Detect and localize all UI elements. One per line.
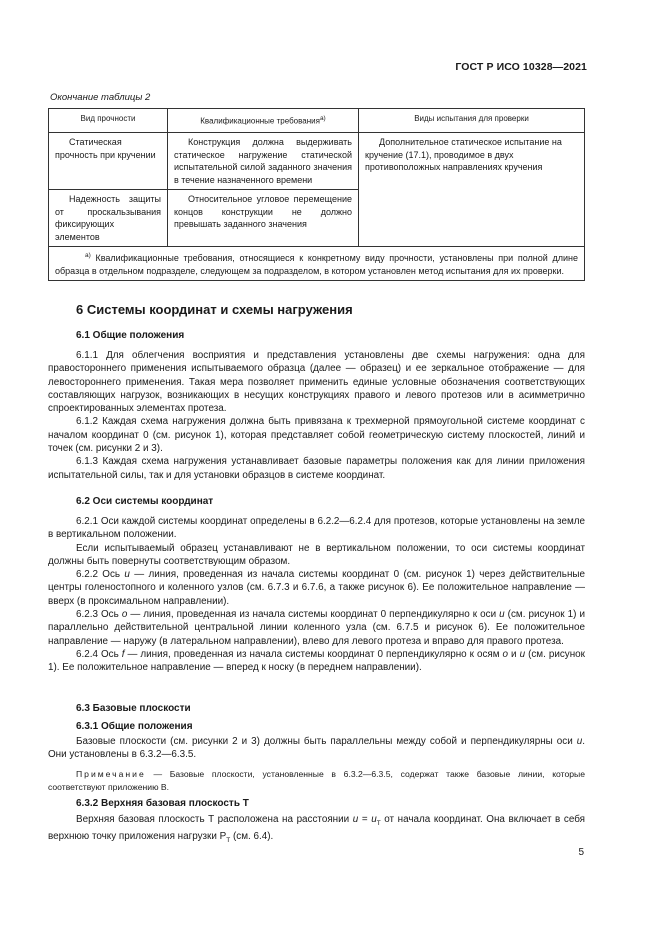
table-footnote xyxy=(49,247,585,281)
table-row xyxy=(49,133,585,190)
subsection-title: 6.3.1 Общие положения xyxy=(76,721,193,732)
text: от начала координат. Она включает в себя верхнюю точку приложения нагрузки P xyxy=(48,814,585,843)
text: и xyxy=(508,648,520,660)
section-6-3-2-text xyxy=(48,813,585,848)
column-header-text: Квалификационные требования xyxy=(200,116,320,126)
table-cell: Относительное угловое перемещение концов конструкции не должно превышать заданного значения xyxy=(168,190,359,247)
note-paragraph xyxy=(48,768,585,793)
section-6-1-text xyxy=(48,349,585,482)
paragraph: 6.1.3 Каждая схема нагружения устанавливает базовые параметры положения как для линии приложения испытательной силы, так и для установки образцов в системе координат. xyxy=(48,456,585,481)
table-footnote-row xyxy=(49,247,585,281)
text: = xyxy=(358,814,372,825)
table-caption: Окончание таблицы 2 xyxy=(50,92,151,103)
column-header xyxy=(168,109,359,133)
paragraph xyxy=(48,608,585,648)
text: (см. 6.4). xyxy=(230,831,274,843)
subscript: T xyxy=(226,837,231,845)
table-header-row xyxy=(49,109,585,133)
axis-symbol: u xyxy=(124,569,130,581)
subsection-title: 6.3 Базовые плоскости xyxy=(76,703,191,714)
paragraph: 6.1.1 Для облегчения восприятия и представления установлены две схемы нагружения: одна для правостороннего применения испытываемого образца (далее — образец) и ее зеркальное отображение — для левостороннего применения. Такая мера позволяет применить единые условные обозначения соответствующих составляющих нагрузок, возникающих в несущих конструкциях правого и левого протезов или в асимметрично спроектированных элементах протеза. xyxy=(48,350,585,415)
axis-symbol: o xyxy=(502,648,509,660)
paragraph: 6.1.2 Каждая схема нагружения должна быть привязана к трехмерной прямоугольной системе координат с началом координат 0 (см. рисунок 1), которая представляет собой геометрическую систему плоскостей, линий и точек (см. рисунки 2 и 3). xyxy=(48,416,585,455)
requirements-table xyxy=(48,108,585,281)
text: — линия, проведенная из начала системы координат 0 перпендикулярно к оси xyxy=(127,609,500,621)
axis-symbol: u xyxy=(499,609,505,621)
text: 6.2.3 Ось xyxy=(76,609,122,621)
paragraph xyxy=(48,813,585,848)
text: 6.2.4 Ось xyxy=(76,648,122,660)
axis-symbol: o xyxy=(121,609,128,621)
text: (см. рисунок 1) и параллельно действительной центральной линии коленного узла (см. 6.7.5 и рисунок 6). Ее положительное направление — наружу (в латеральном направлении), влево для левого протеза и вправо для правого протеза. xyxy=(48,609,585,647)
column-header: Вид прочности xyxy=(49,109,168,133)
paragraph xyxy=(48,735,585,762)
section-6-3-1-text xyxy=(48,735,585,762)
note-text: — Базовые плоскости, установленные в 6.3.2—6.3.5, содержат также базовые линии, которые соответствуют приложению В. xyxy=(48,769,585,792)
axis-symbol: u xyxy=(519,648,526,660)
paragraph: 6.2.1 Оси каждой системы координат определены в 6.2.2—6.2.4 для протезов, которые установлены на земле в вертикальном положении. xyxy=(48,516,585,541)
table-cell: Конструкция должна выдерживать статическое нагружение статической испытательной силой заданного значения в течение назначенного времени xyxy=(168,133,359,190)
paragraph xyxy=(48,568,585,608)
subscript: T xyxy=(376,819,381,827)
text: Базовые плоскости (см. рисунки 2 и 3) должны быть параллельны между собой и перпендикулярны оси xyxy=(76,736,577,747)
axis-symbol: u xyxy=(576,736,583,747)
text: (см. рисунок 1). Ее положительное направление — вперед к носку (в переднем направлении). xyxy=(48,648,585,674)
text: 6.2.2 Ось xyxy=(76,569,125,581)
text: . Они установлены в 6.3.2—6.3.5. xyxy=(48,736,585,761)
section-6-2-text xyxy=(48,515,585,675)
note xyxy=(48,768,585,793)
note-label: Примечание xyxy=(76,769,146,779)
paragraph xyxy=(48,648,585,675)
section-title: 6 Системы координат и схемы нагружения xyxy=(76,302,353,317)
subsection-title: 6.2 Оси системы координат xyxy=(76,496,214,507)
symbol: u xyxy=(352,814,359,825)
text: — линия, проведенная из начала системы координат 0 (см. рисунок 1) через действительные центры голеностопного и коленного узлов (см. 6.7.3 и 6.7.6, а также рисунок 6). Ее положительное направление — вверх (в проксимальном направлении). xyxy=(48,569,585,607)
footnote-text: Квалификационные требования, относящиеся к конкретному виду прочности, установлены при полной длине образца в отдельном подразделе, следующем за подразделом, в котором установлен метод испытания для их проверки. xyxy=(55,253,578,276)
table-cell: Статическая прочность при кручении xyxy=(49,133,168,190)
text: — линия, проведенная из начала системы координат 0 перпендикулярно к осям xyxy=(124,648,503,660)
footnote-mark: a) xyxy=(85,252,91,260)
paragraph: Если испытываемый образец устанавливают не в вертикальном положении, то оси системы координат должны быть повернуты соответствующим образом. xyxy=(48,542,585,567)
subsection-title: 6.3.2 Верхняя базовая плоскость T xyxy=(76,798,249,809)
subsection-title: 6.1 Общие положения xyxy=(76,330,185,341)
column-header: Виды испытания для проверки xyxy=(359,109,585,133)
table-cell: Надежность защиты от проскальзывания фиксирующих элементов xyxy=(49,190,168,247)
axis-symbol: f xyxy=(121,648,125,660)
symbol: u xyxy=(371,814,377,825)
footnote-mark: a) xyxy=(319,115,326,122)
table-cell: Дополнительное статическое испытание на кручение (17.1), проводимое в двух противоположных направлениях кручения xyxy=(359,133,585,247)
document-header: ГОСТ Р ИСО 10328—2021 xyxy=(455,61,587,73)
page-number: 5 xyxy=(578,847,584,858)
text: Верхняя базовая плоскость T расположена на расстоянии xyxy=(76,814,353,825)
